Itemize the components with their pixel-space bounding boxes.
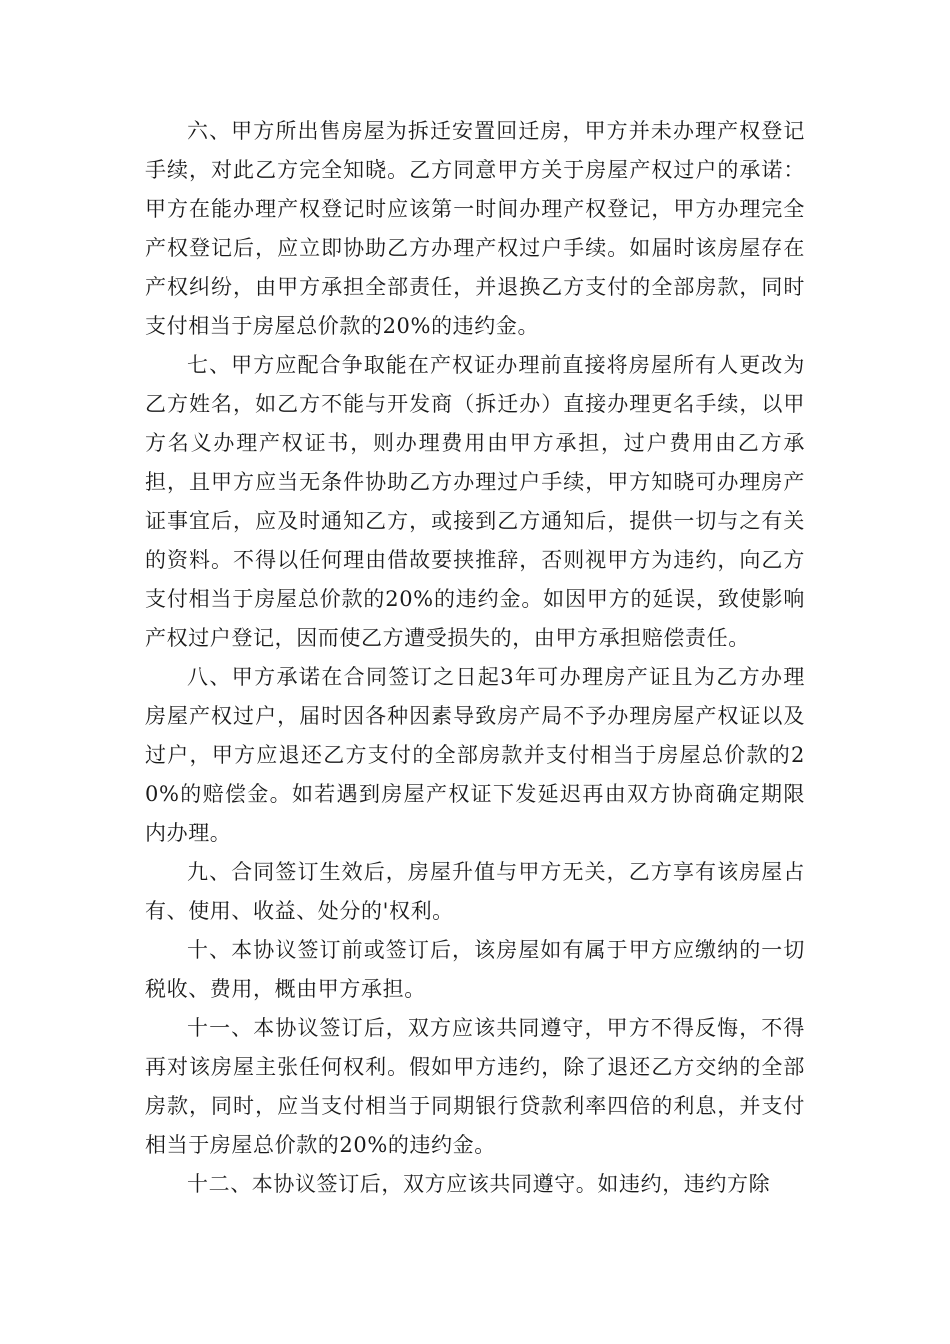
clause-12: 十二、本协议签订后，双方应该共同遵守。如违约，违约方除: [187, 1172, 771, 1196]
clause-8: 八、甲方承诺在合同签订之日起3年可办理房产证且为乙方办理房屋产权过户，届时因各种因素导致房产局不予办理房屋产权证以及过户，甲方应退还乙方支付的全部房款并支付相当于房屋总价款的20%的赔偿金。如若遇到房屋产权证下发延迟再由双方协商确定期限内办理。: [145, 665, 805, 845]
clause-10: 十、本协议签订前或签订后，该房屋如有属于甲方应缴纳的一切税收、费用，概由甲方承担。: [145, 938, 805, 1001]
document-body: [145, 112, 805, 1204]
clause-6: 六、甲方所出售房屋为拆迁安置回迁房，甲方并未办理产权登记手续，对此乙方完全知晓。乙方同意甲方关于房屋产权过户的承诺：甲方在能办理产权登记时应该第一时间办理产权登记，甲方办理完全产权登记后，应立即协助乙方办理产权过户手续。如届时该房屋存在产权纠纷，由甲方承担全部责任，并退换乙方支付的全部房款，同时支付相当于房屋总价款的20%的违约金。: [145, 119, 805, 338]
clause-7: 七、甲方应配合争取能在产权证办理前直接将房屋所有人更改为乙方姓名，如乙方不能与开发商（拆迁办）直接办理更名手续，以甲方名义办理产权证书，则办理费用由甲方承担，过户费用由乙方承担，且甲方应当无条件协助乙方办理过户手续，甲方知晓可办理房产证事宜后，应及时通知乙方，或接到乙方通知后，提供一切与之有关的资料。不得以任何理由借故要挟推辞，否则视甲方为违约，向乙方支付相当于房屋总价款的20%的违约金。如因甲方的延误，致使影响产权过户登记，因而使乙方遭受损失的，由甲方承担赔偿责任。: [145, 353, 805, 650]
clause-11: 十一、本协议签订后，双方应该共同遵守，甲方不得反悔，不得再对该房屋主张任何权利。假如甲方违约，除了退还乙方交纳的全部房款，同时，应当支付相当于同期银行贷款利率四倍的利息，并支付相当于房屋总价款的20%的违约金。: [145, 1016, 805, 1157]
clause-9: 九、合同签订生效后，房屋升值与甲方无关，乙方享有该房屋占有、使用、收益、处分的'权利。: [145, 860, 805, 923]
